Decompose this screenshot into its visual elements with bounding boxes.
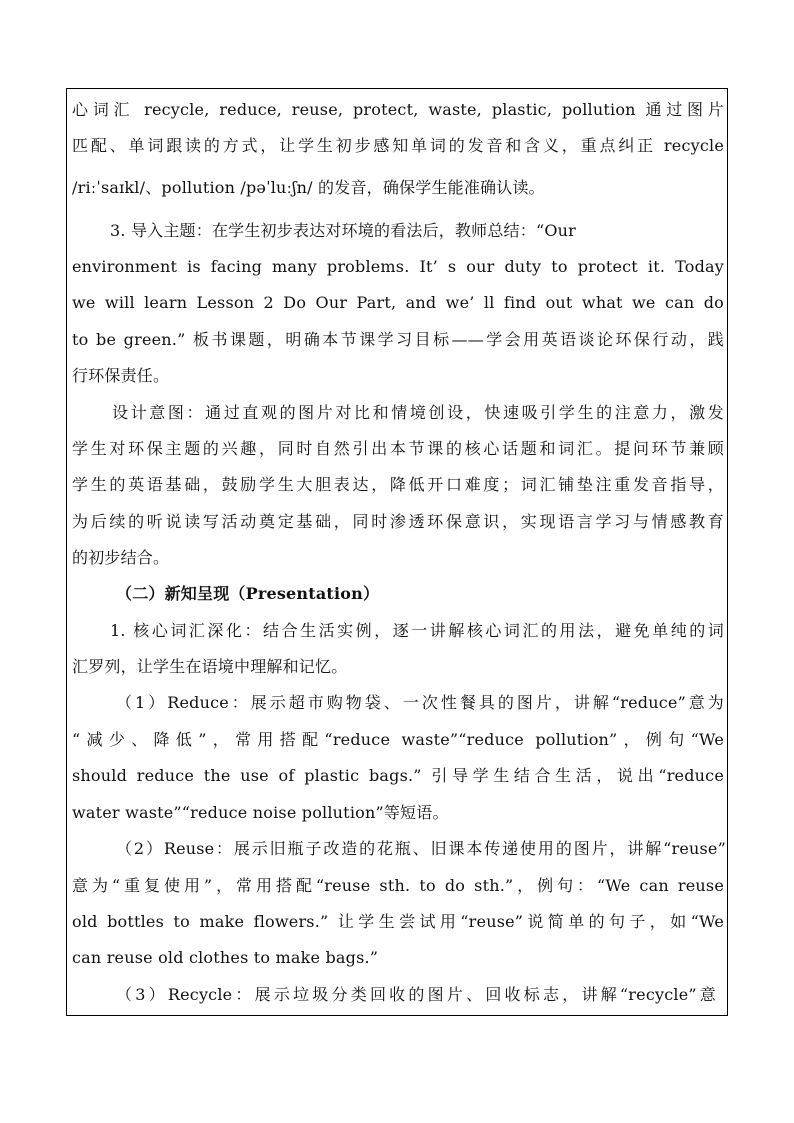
text-line-21: （2）Reuse：展示旧瓶子改造的花瓶、旧课本传递使用的图片，讲解“reuse” [116, 839, 726, 858]
text-line-3: /riːˈsaɪkl/、pollution /pəˈluːʃn/ 的发音，确保学生能准确认读。 [72, 178, 545, 197]
text-line-5: environment is facing many problems. It’ s our duty to protect it. Today [72, 257, 724, 276]
text-line-15: 1. 核心词汇深化：结合生活实例，逐一讲解核心词汇的用法，避免单纯的词 [110, 621, 724, 640]
text-line-22: 意为“重复使用”，常用搭配“reuse sth. to do sth.”，例句：“We can reuse [72, 876, 724, 895]
text-line-8: 行环保责任。 [72, 366, 170, 385]
text-line-12: 为后续的听说读写活动奠定基础，同时渗透环保意识，实现语言学习与情感教育 [72, 512, 724, 531]
text-line-18: “减少、降低”，常用搭配“reduce waste”“reduce pollution”，例句“We [72, 730, 724, 749]
text-line-7: to be green.” 板书课题，明确本节课学习目标——学会用英语谈论环保行动，践 [72, 330, 724, 349]
text-line-2: 匹配、单词跟读的方式，让学生初步感知单词的发音和含义，重点纠正 recycle [72, 136, 724, 155]
text-line-16: 汇罗列，让学生在语境中理解和记忆。 [72, 657, 348, 676]
text-line-19: should reduce the use of plastic bags.” 引导学生结合生活，说出“reduce [72, 766, 724, 785]
text-line-23: old bottles to make flowers.” 让学生尝试用“reuse”说简单的句子，如“We [72, 912, 724, 931]
text-line-9: 设计意图：通过直观的图片对比和情境创设，快速吸引学生的注意力，激发 [112, 403, 724, 422]
text-line-13: 的初步结合。 [72, 548, 170, 567]
text-line-4: 3. 导入主题：在学生初步表达对环境的看法后，教师总结：“Our [110, 221, 577, 240]
text-line-10: 学生对环保主题的兴趣，同时自然引出本节课的核心话题和词汇。提问环节兼顾 [72, 439, 724, 458]
text-line-6: we will learn Lesson 2 Do Our Part, and we’ ll find out what we can do [72, 293, 724, 312]
text-line-20: water waste”“reduce noise pollution”等短语。 [72, 803, 449, 822]
section-heading-presentation: （二）新知呈现（Presentation） [116, 584, 380, 603]
text-line-11: 学生的英语基础，鼓励学生大胆表达，降低开口难度；词汇铺垫注重发音指导， [72, 475, 724, 494]
text-line-1: 心词汇 recycle, reduce, reuse, protect, waste, plastic, pollution 通过图片 [72, 100, 724, 119]
text-line-24: can reuse old clothes to make bags.” [72, 948, 379, 967]
text-line-25: （3）Recycle：展示垃圾分类回收的图片、回收标志，讲解“recycle”意 [116, 985, 716, 1004]
text-line-17: （1）Reduce：展示超市购物袋、一次性餐具的图片，讲解“reduce”意为 [116, 693, 724, 712]
